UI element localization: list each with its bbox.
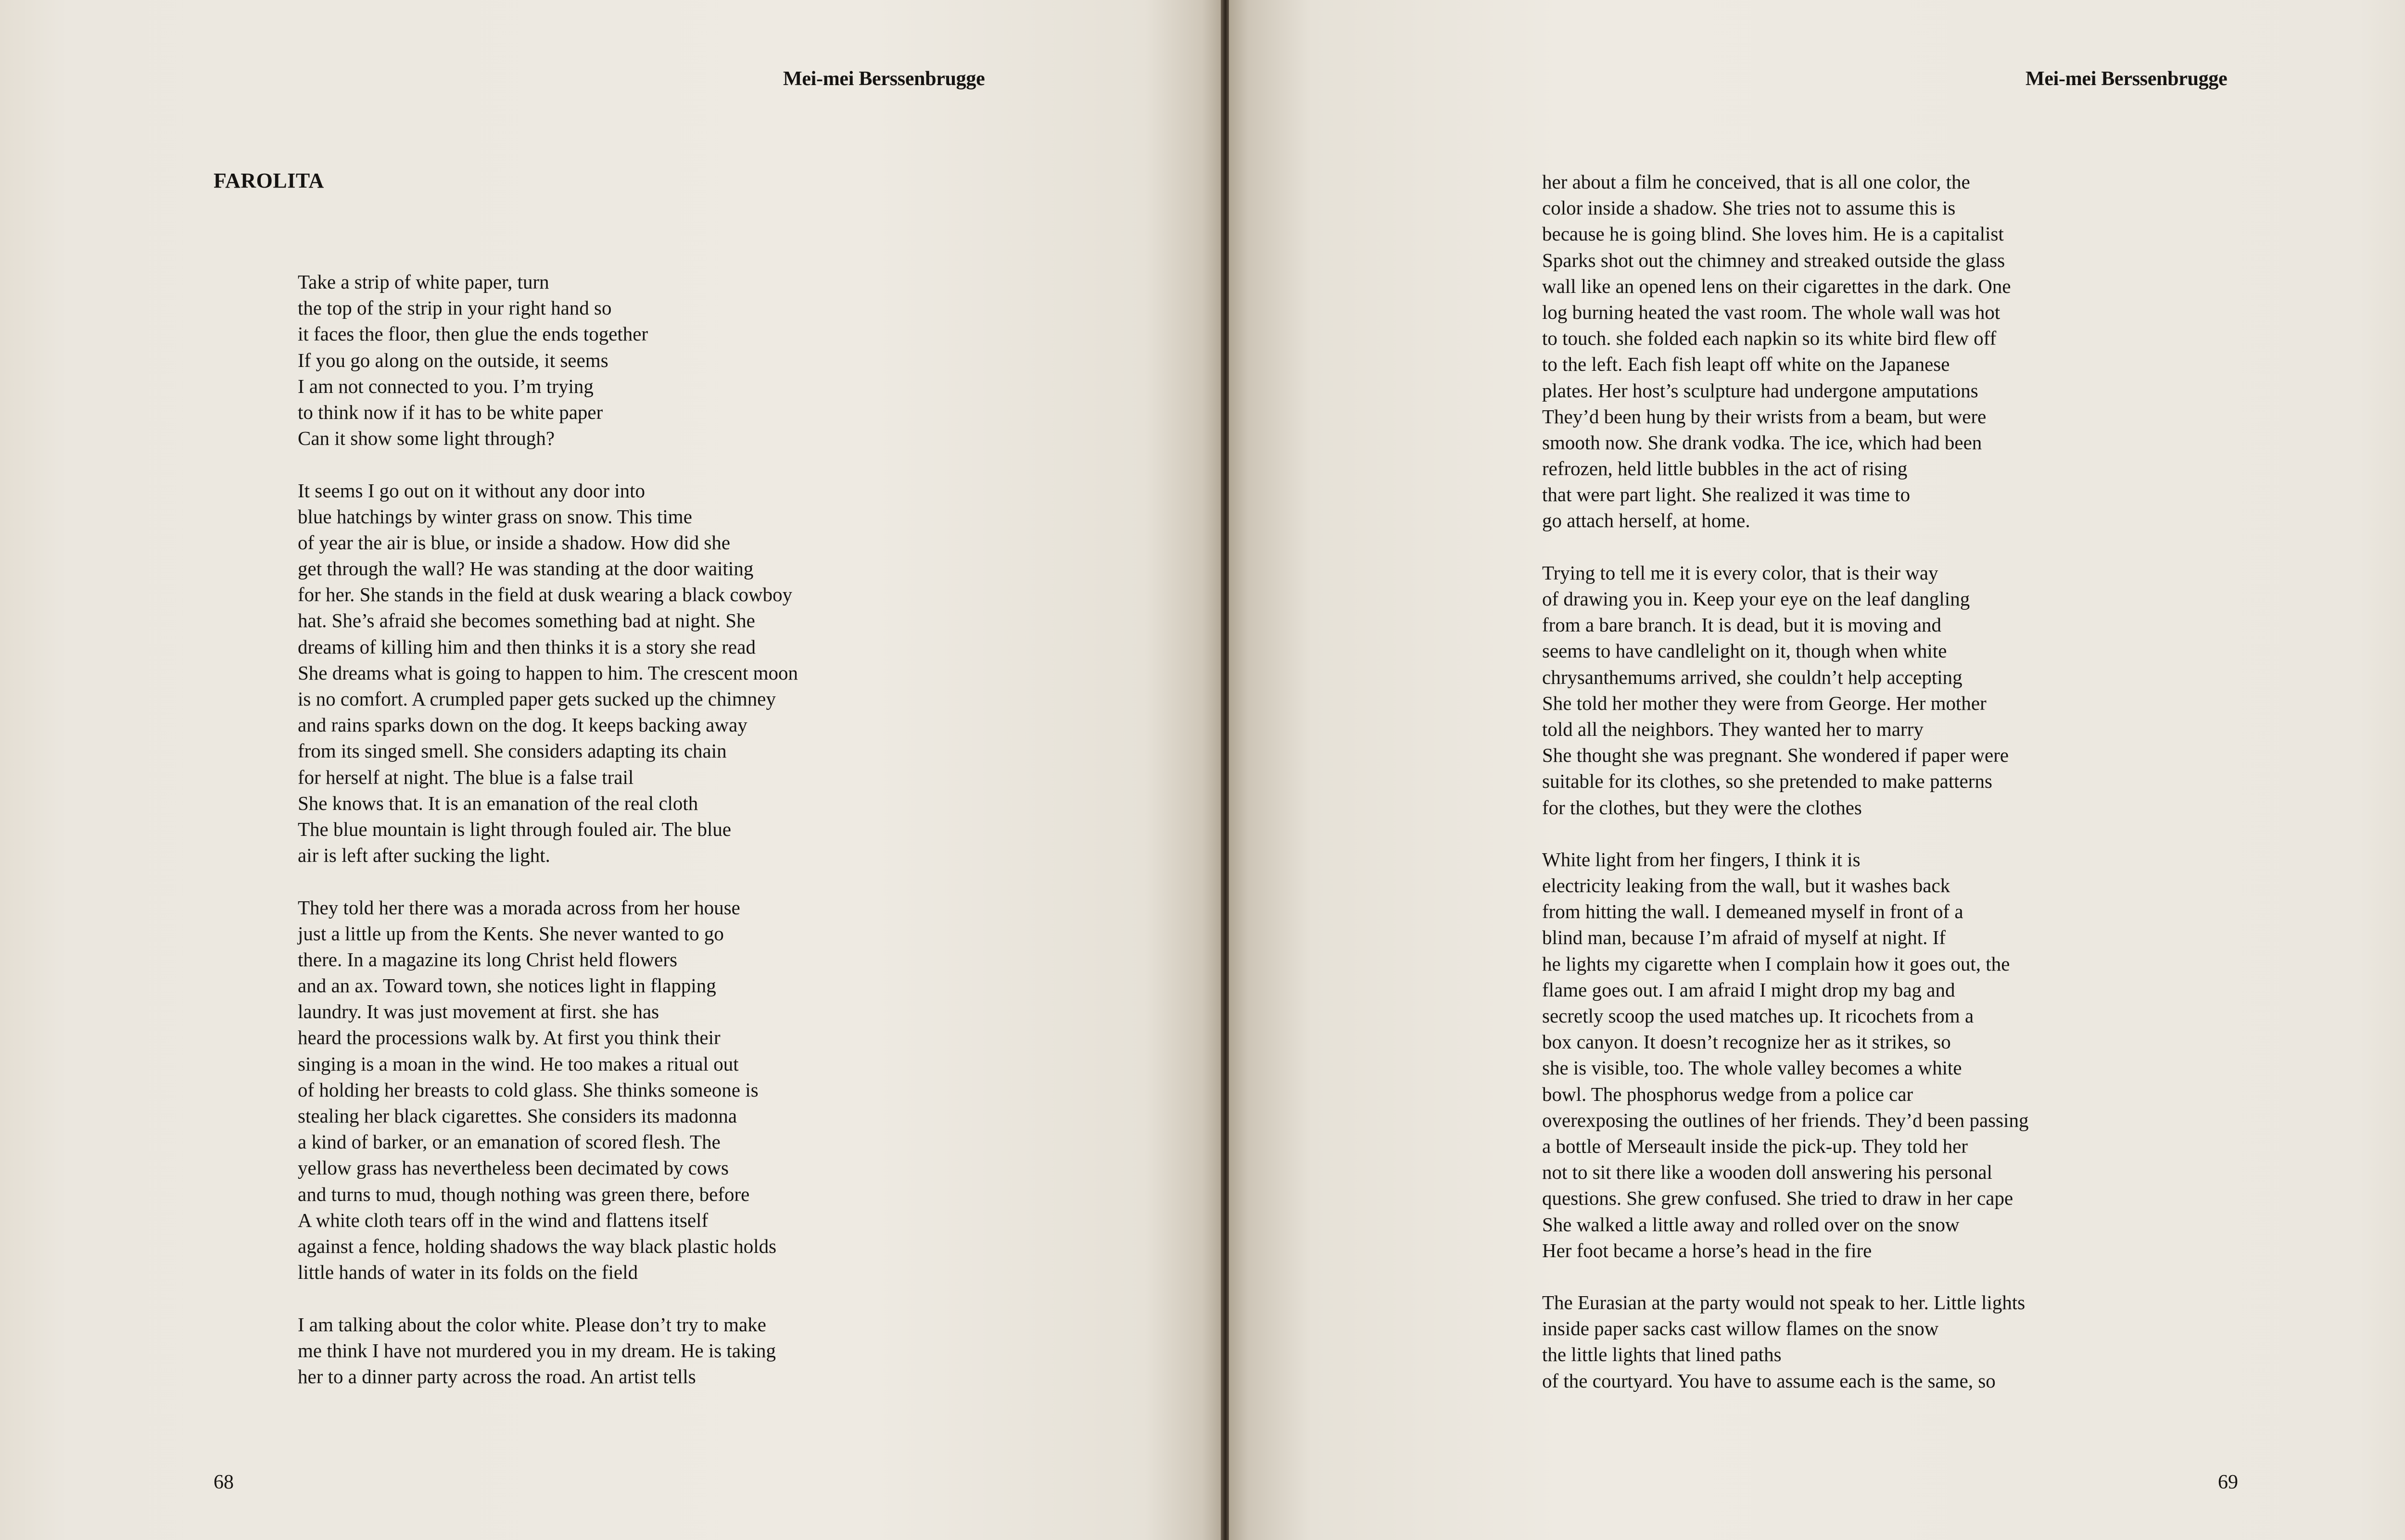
- poem-line: She thought she was pregnant. She wondered if paper were: [1542, 744, 2009, 767]
- poem-line: is no comfort. A crumpled paper gets sucked up the chimney: [298, 688, 776, 710]
- poem-line: the top of the strip in your right hand so: [298, 297, 612, 319]
- poem-line: not to sit there like a wooden doll answering his personal: [1542, 1161, 1992, 1184]
- poem-line: They’d been hung by their wrists from a beam, but were: [1542, 405, 1987, 428]
- poem-line: Her foot became a horse’s head in the fire: [1542, 1239, 1872, 1262]
- poem-line: It seems I go out on it without any door into: [298, 479, 645, 502]
- poem-line: against a fence, holding shadows the way black plastic holds: [298, 1235, 777, 1257]
- poem-line: inside paper sacks cast willow flames on the snow: [1542, 1317, 1939, 1340]
- poem-line: flame goes out. I am afraid I might drop my bag and: [1542, 978, 1955, 1001]
- poem-line: laundry. It was just movement at first. she has: [298, 1000, 659, 1023]
- poem-line: the little lights that lined paths: [1542, 1343, 1782, 1366]
- poem-line: She told her mother they were from George. Her mother: [1542, 692, 1987, 714]
- poem-line: her to a dinner party across the road. An artist tells: [298, 1365, 696, 1388]
- poem-line: heard the processions walk by. At first you think their: [298, 1026, 721, 1049]
- poem-line: and turns to mud, though nothing was green there, before: [298, 1183, 750, 1205]
- poem-line: of year the air is blue, or inside a shadow. How did she: [298, 531, 731, 554]
- poem-line: bowl. The phosphorus wedge from a police car: [1542, 1083, 1913, 1105]
- poem-line: questions. She grew confused. She tried to draw in her cape: [1542, 1187, 2013, 1210]
- stanza: [298, 478, 798, 869]
- poem-line: Take a strip of white paper, turn: [298, 271, 549, 293]
- poem-line: The blue mountain is light through fouled air. The blue: [298, 818, 732, 840]
- poem-line: White light from her fingers, I think it is: [1542, 848, 1861, 871]
- poem-line: that were part light. She realized it was time to: [1542, 483, 1911, 506]
- poem-line: They told her there was a morada across from her house: [298, 896, 740, 919]
- poem-line: and an ax. Toward town, she notices light in flapping: [298, 974, 716, 997]
- poem-line: of holding her breasts to cold glass. She thinks someone is: [298, 1078, 759, 1101]
- poem-line: me think I have not murdered you in my dream. He is taking: [298, 1339, 776, 1362]
- poem-line: refrozen, held little bubbles in the act of rising: [1542, 457, 1908, 480]
- poem-line: If you go along on the outside, it seems: [298, 349, 608, 371]
- poem-line: for herself at night. The blue is a false trail: [298, 766, 634, 788]
- poem-line: go attach herself, at home.: [1542, 509, 1750, 532]
- poem-line: The Eurasian at the party would not speak to her. Little lights: [1542, 1291, 2025, 1314]
- poem-line: I am not connected to you. I’m trying: [298, 375, 594, 397]
- poem-line: blind man, because I’m afraid of myself at night. If: [1542, 926, 1946, 949]
- right-poem-column: [1542, 169, 2028, 1394]
- poem-line: she is visible, too. The whole valley becomes a white: [1542, 1057, 1962, 1079]
- poem-line: singing is a moan in the wind. He too makes a ritual out: [298, 1052, 739, 1075]
- poem-line: to the left. Each fish leapt off white on the Japanese: [1542, 353, 1950, 376]
- poem-line: and rains sparks down on the dog. It keeps backing away: [298, 714, 747, 736]
- stanza: [298, 895, 798, 1286]
- poem-line: her about a film he conceived, that is all one color, the: [1542, 171, 1970, 193]
- poem-title: FAROLITA: [214, 169, 324, 192]
- poem-line: little hands of water in its folds on the field: [298, 1261, 638, 1284]
- poem-line: log burning heated the vast room. The whole wall was hot: [1542, 301, 2000, 323]
- poem-line: because he is going blind. She loves him. He is a capitalist: [1542, 223, 2004, 245]
- poem-line: there. In a magazine its long Christ held flowers: [298, 948, 678, 971]
- poem-line: I am talking about the color white. Please don’t try to make: [298, 1313, 766, 1336]
- poem-line: plates. Her host’s sculpture had undergone amputations: [1542, 379, 1978, 402]
- poem-line: of drawing you in. Keep your eye on the leaf dangling: [1542, 588, 1970, 610]
- poem-line: box canyon. It doesn’t recognize her as it strikes, so: [1542, 1031, 1951, 1053]
- poem-line: hat. She’s afraid she becomes something bad at night. She: [298, 609, 755, 632]
- poem-line: to touch. she folded each napkin so its white bird flew off: [1542, 327, 1997, 350]
- stanza: [298, 1312, 798, 1390]
- poem-line: chrysanthemums arrived, she couldn’t help accepting: [1542, 666, 1962, 688]
- page-number-right: 69: [2218, 1471, 2238, 1493]
- poem-line: for the clothes, but they were the clothes: [1542, 796, 1862, 819]
- poem-line: to think now if it has to be white paper: [298, 401, 603, 423]
- poem-line: of the courtyard. You have to assume each is the same, so: [1542, 1369, 1996, 1392]
- poem-line: he lights my cigarette when I complain how it goes out, the: [1542, 952, 2010, 975]
- poem-line: She knows that. It is an emanation of the real cloth: [298, 792, 698, 814]
- poem-line: dreams of killing him and then thinks it is a story she read: [298, 635, 756, 658]
- poem-line: just a little up from the Kents. She never wanted to go: [298, 922, 724, 945]
- poem-line: wall like an opened lens on their cigarettes in the dark. One: [1542, 275, 2011, 297]
- poem-line: blue hatchings by winter grass on snow. This time: [298, 505, 692, 528]
- poem-line: yellow grass has nevertheless been decimated by cows: [298, 1157, 729, 1179]
- poem-line: air is left after sucking the light.: [298, 844, 550, 867]
- poem-line: a kind of barker, or an emanation of scored flesh. The: [298, 1131, 721, 1153]
- poem-line: A white cloth tears off in the wind and flattens itself: [298, 1209, 709, 1231]
- poem-line: from a bare branch. It is dead, but it is moving and: [1542, 614, 1942, 636]
- poem-line: seems to have candlelight on it, though when white: [1542, 640, 1947, 662]
- running-head-left: Mei-mei Berssenbrugge: [783, 68, 985, 90]
- right-page: [1229, 0, 2405, 1540]
- running-head-right: Mei-mei Berssenbrugge: [2025, 68, 2228, 90]
- poem-line: overexposing the outlines of her friends. They’d been passing: [1542, 1109, 2029, 1131]
- stanza: [1542, 846, 2028, 1263]
- poem-line: a bottle of Merseault inside the pick-up. They told her: [1542, 1135, 1968, 1157]
- page-number-left: 68: [214, 1471, 234, 1493]
- poem-line: She dreams what is going to happen to him. The crescent moon: [298, 661, 798, 684]
- stanza: [1542, 169, 2028, 534]
- poem-line: for her. She stands in the field at dusk wearing a black cowboy: [298, 583, 793, 606]
- poem-line: it faces the floor, then glue the ends together: [298, 323, 648, 345]
- poem-line: suitable for its clothes, so she pretended to make patterns: [1542, 770, 1992, 793]
- stanza: [1542, 1289, 2028, 1394]
- poem-line: electricity leaking from the wall, but it washes back: [1542, 874, 1950, 897]
- poem-line: stealing her black cigarettes. She considers its madonna: [298, 1105, 737, 1127]
- poem-line: Trying to tell me it is every color, that is their way: [1542, 561, 1938, 584]
- poem-line: told all the neighbors. They wanted her to marry: [1542, 718, 1924, 740]
- poem-line: get through the wall? He was standing at the door waiting: [298, 557, 754, 580]
- stanza: [298, 269, 798, 451]
- poem-line: from hitting the wall. I demeaned myself in front of a: [1542, 900, 1963, 923]
- poem-line: secretly scoop the used matches up. It ricochets from a: [1542, 1005, 1974, 1027]
- poem-line: Sparks shot out the chimney and streaked outside the glass: [1542, 249, 2005, 271]
- poem-line: color inside a shadow. She tries not to assume this is: [1542, 197, 1956, 219]
- left-poem-column: [298, 269, 798, 1389]
- poem-line: from its singed smell. She considers adapting its chain: [298, 740, 727, 762]
- poem-line: She walked a little away and rolled over on the snow: [1542, 1213, 1960, 1236]
- poem-line: Can it show some light through?: [298, 427, 555, 450]
- stanza: [1542, 560, 2028, 820]
- poem-line: smooth now. She drank vodka. The ice, which had been: [1542, 431, 1982, 454]
